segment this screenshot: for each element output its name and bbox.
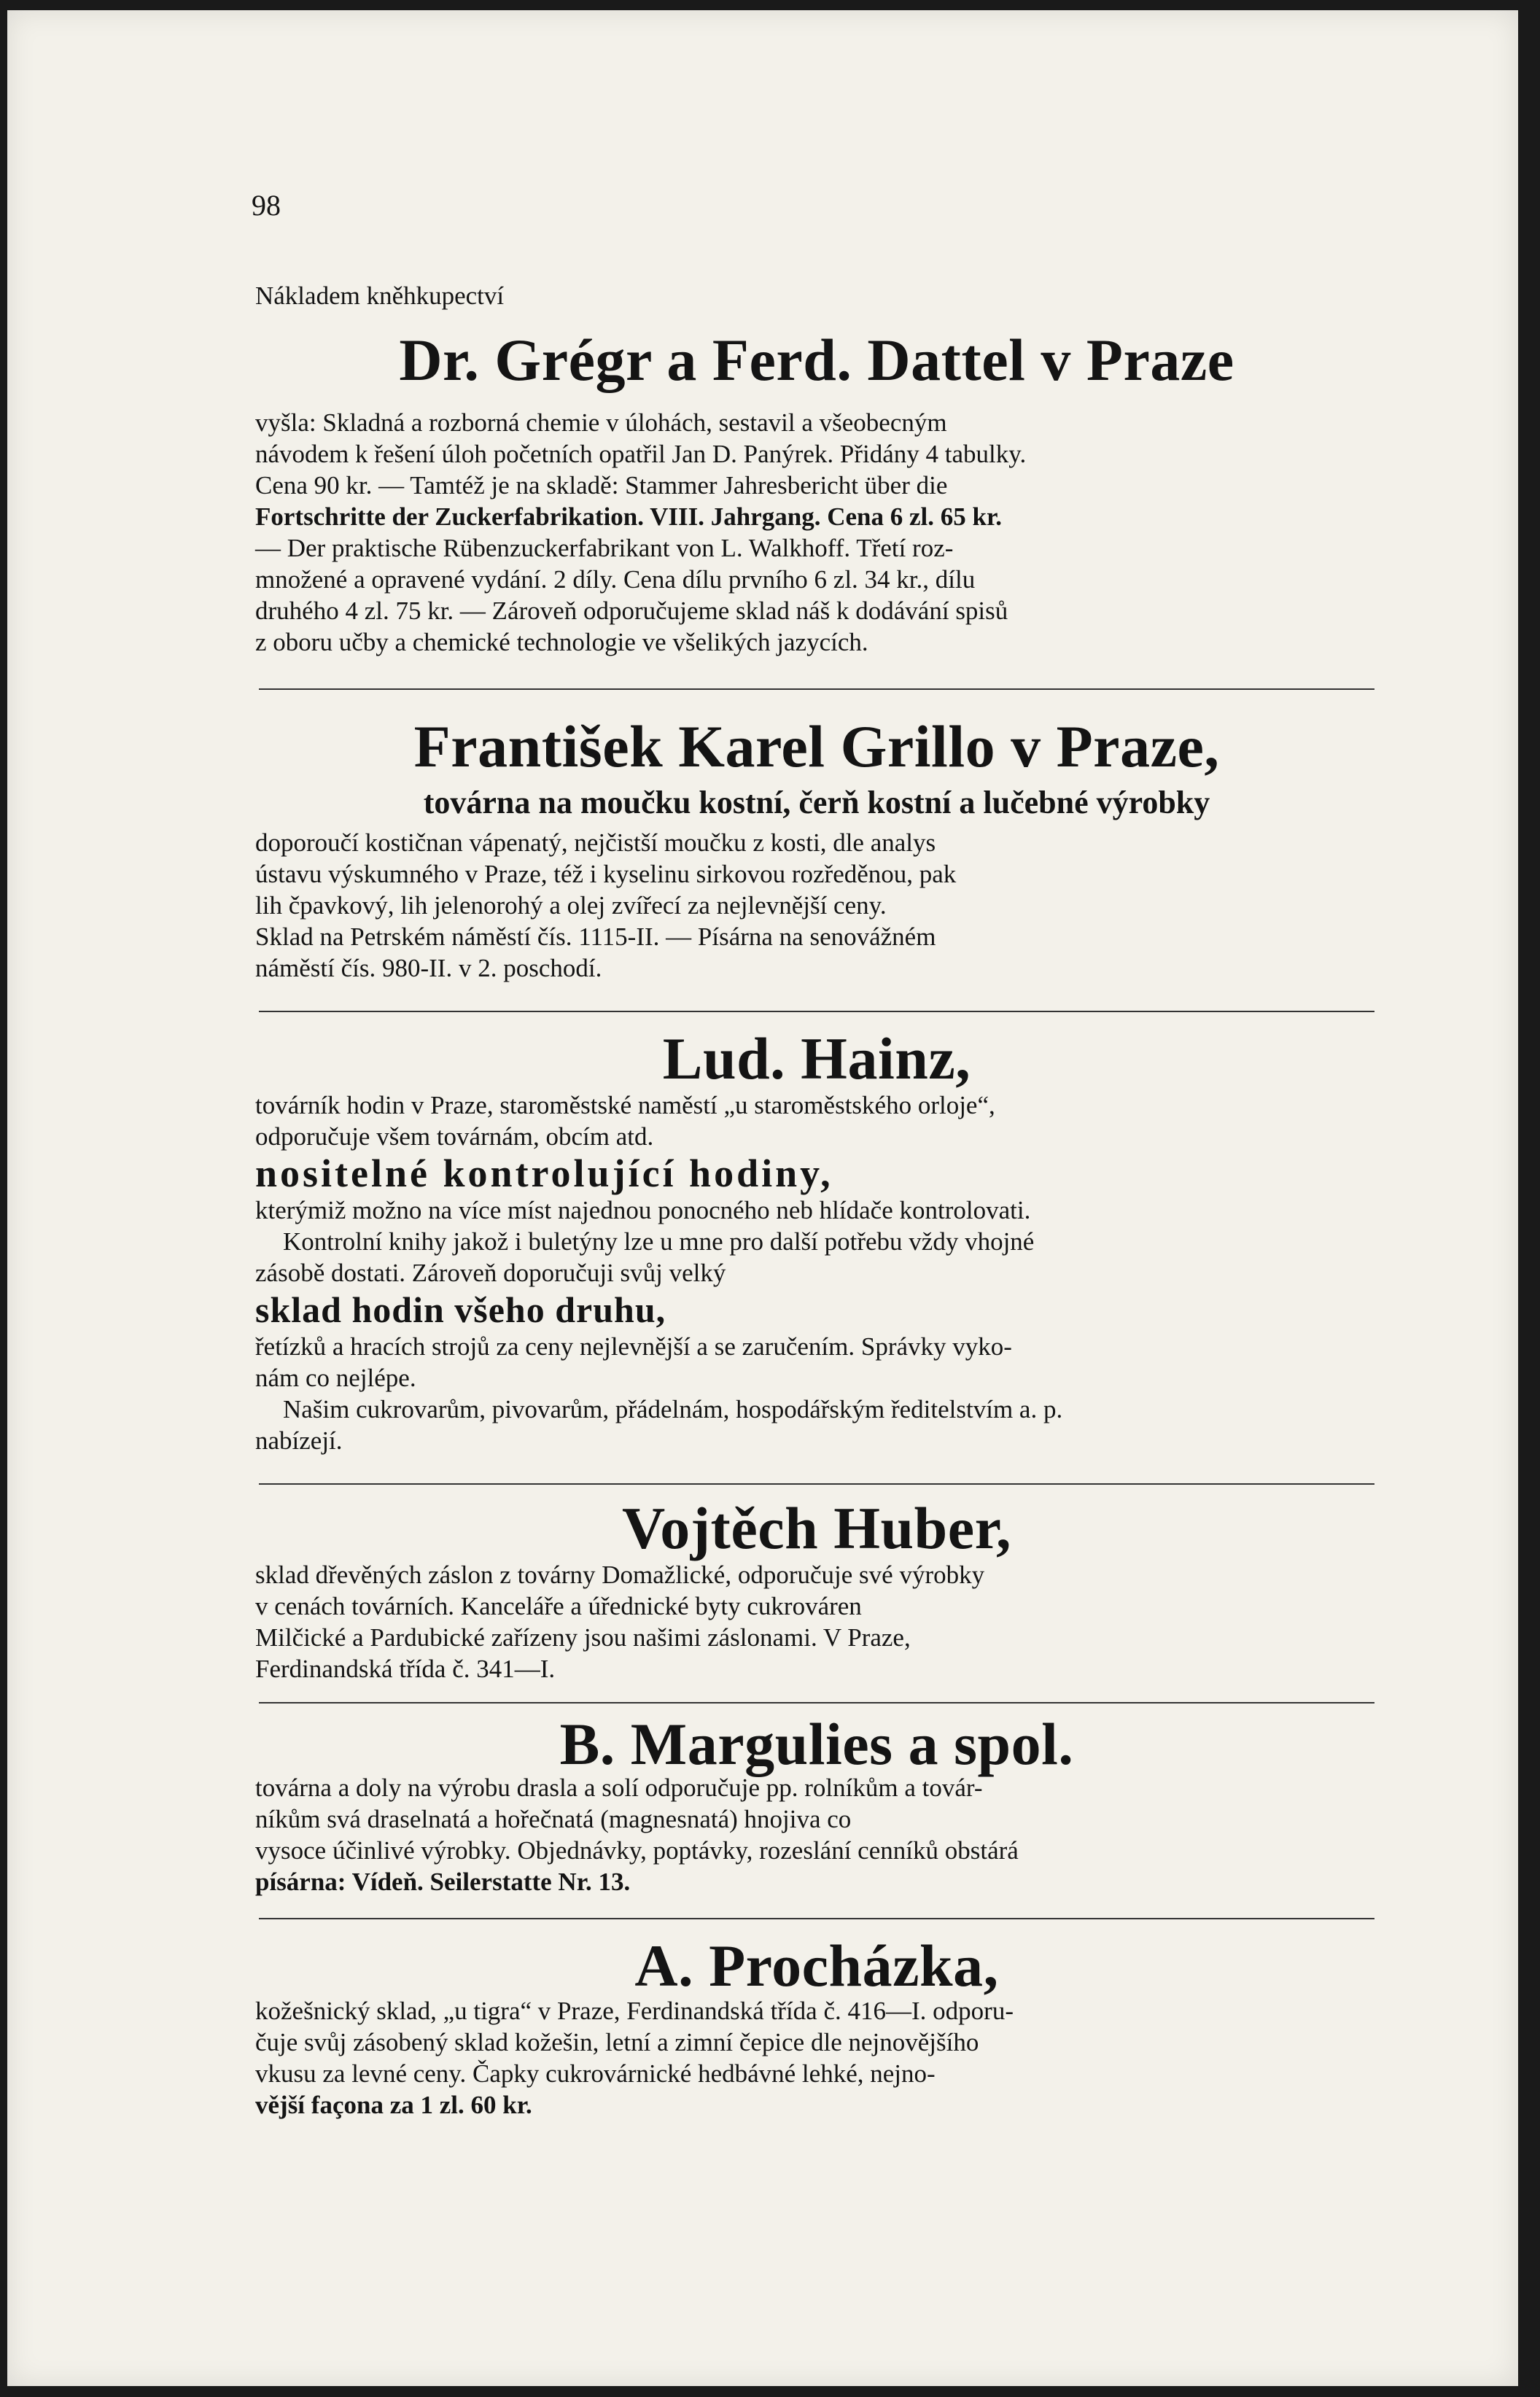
page-number: 98 <box>252 189 281 222</box>
text-line: kožešnický sklad, „u tigra“ v Praze, Ferdinandská třída č. 416—I. odporu- <box>255 1997 1014 2025</box>
page <box>7 10 1518 2386</box>
divider <box>259 688 1374 690</box>
huber-name: Vojtěch Huber, <box>622 1495 1011 1561</box>
publisher-text <box>255 407 1378 658</box>
text-line: vysoce účinlivé výrobky. Objednávky, poptávky, rozeslání cenníků obstárá <box>255 1836 1019 1865</box>
huber-text <box>255 1559 1378 1685</box>
divider <box>259 1011 1374 1012</box>
text-line: řetízků a hracích strojů za ceny nejlevnější a se zaručením. Správky vyko- <box>255 1332 1012 1361</box>
divider <box>259 1702 1374 1703</box>
text-line: Fortschritte der Zuckerfabrikation. VIII. Jahrgang. Cena 6 zl. 65 kr. <box>255 502 1003 531</box>
divider <box>259 1483 1374 1485</box>
text-line: níkům svá draselnatá a hořečnatá (magnesnatá) hnojiva co <box>255 1805 852 1833</box>
text-line: Cena 90 kr. — Tamtéž je na skladě: Stammer Jahresbericht über die <box>255 471 948 500</box>
text-line: Milčické a Pardubické zařízeny jsou našimi záslonami. V Praze, <box>255 1623 911 1652</box>
grillo-text <box>255 827 1378 984</box>
divider <box>259 1918 1374 1919</box>
text-line: množené a opravené vydání. 2 díly. Cena dílu prvního 6 zl. 34 kr., dílu <box>255 565 976 594</box>
publisher-name: Dr. Grégr a Ferd. Dattel v Praze <box>399 327 1234 393</box>
text-line: náměstí čís. 980-II. v 2. poschodí. <box>255 954 602 982</box>
text-line: nám co nejlépe. <box>255 1364 416 1392</box>
prochazka-name: A. Procházka, <box>634 1932 999 1999</box>
prochazka-text <box>255 1995 1378 2121</box>
text-line: Ferdinandská třída č. 341—I. <box>255 1655 556 1683</box>
text-line: — Der praktische Rübenzuckerfabrikant von L. Walkhoff. Třetí roz- <box>255 534 954 562</box>
text-line: zásobě dostati. Zároveň doporučuji svůj velký <box>255 1259 726 1287</box>
text-line: ústavu výskumného v Praze, též i kyselinu sirkovou rozředěnou, pak <box>255 860 957 888</box>
text-line: sklad dřevěných záslon z továrny Domažlické, odporučuje své výrobky <box>255 1561 985 1589</box>
text-line: čuje svůj zásobený sklad kožešin, letní a zimní čepice dle nejnovějšího <box>255 2028 979 2056</box>
text-line: písárna: Vídeň. Seilerstatte Nr. 13. <box>255 1868 631 1896</box>
text-line: lih čpavkový, lih jelenorohý a olej zvířecí za nejlevnější ceny. <box>255 891 887 920</box>
hainz-text <box>255 1089 1378 1456</box>
text-line: Sklad na Petrském náměstí čís. 1115-II. — Písárna na senovážném <box>255 922 936 951</box>
text-line: v cenách továrních. Kanceláře a úřednické byty cukrováren <box>255 1592 862 1620</box>
text-line: návodem k řešení úloh početních opatřil Jan D. Panýrek. Přidány 4 tabulky. <box>255 440 1027 468</box>
text-line: doporoučí kostičnan vápenatý, nejčistší moučku z kosti, dle analys <box>255 828 936 857</box>
text-line: Kontrolní knihy jakož i buletýny lze u mne pro další potřebu vždy vhojné <box>283 1227 1035 1256</box>
text-line: vkusu za levné ceny. Čapky cukrovárnické hedbávné lehké, nejno- <box>255 2059 936 2088</box>
text-line: kterýmiž možno na více míst najednou ponocného neb hlídače kontrolovati. <box>255 1196 1031 1224</box>
text-line: odporučuje všem továrnám, obcím atd. <box>255 1122 654 1151</box>
text-line: vější façona za 1 zl. 60 kr. <box>255 2091 532 2119</box>
text-line: vyšla: Skladná a rozborná chemie v úlohách, sestavil a všeobecným <box>255 408 947 437</box>
grillo-subtitle: továrna na moučku kostní, čerň kostní a lučebné výrobky <box>423 785 1210 820</box>
publisher-intro: Nákladem kněhkupectví <box>255 281 505 310</box>
hainz-name: Lud. Hainz, <box>662 1025 971 1092</box>
hainz-heading-store: sklad hodin všeho druhu, <box>255 1289 666 1330</box>
text-line: Našim cukrovarům, pivovarům, přádelnám, hospodářským ředitelstvím a. p. <box>283 1395 1063 1423</box>
text-line: z oboru učby a chemické technologie ve všelikých jazycích. <box>255 628 868 656</box>
text-line: továrník hodin v Praze, staroměstské naměstí „u staroměstského orloje“, <box>255 1091 995 1119</box>
margulies-text <box>255 1772 1378 1897</box>
grillo-name: František Karel Grillo v Praze, <box>413 713 1220 780</box>
text-line: nabízejí. <box>255 1426 343 1455</box>
text-line: druhého 4 zl. 75 kr. — Zároveň odporučujeme sklad náš k dodávání spisů <box>255 597 1008 625</box>
hainz-heading-clocks: nositelné kontrolující hodiny, <box>255 1151 833 1195</box>
margulies-name: B. Margulies a spol. <box>559 1711 1074 1777</box>
text-line: továrna a doly na výrobu drasla a solí odporučuje pp. rolníkům a továr- <box>255 1774 983 1802</box>
